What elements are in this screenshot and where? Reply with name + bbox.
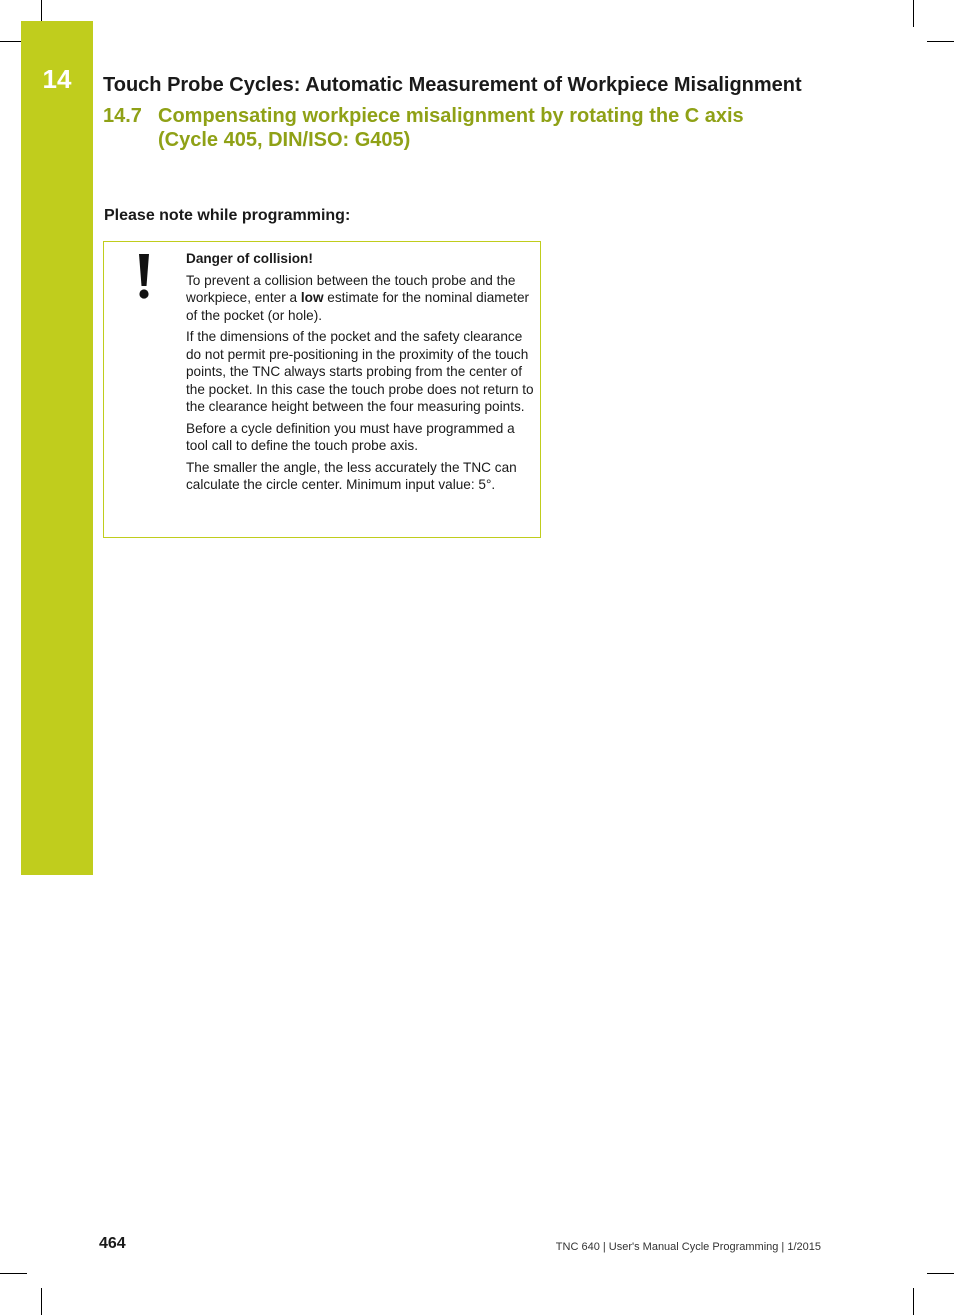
section-title: [103, 104, 858, 152]
text-run: To prevent a collision between the touch probe and the workpiece, enter a: [186, 272, 516, 305]
crop-mark: [927, 41, 954, 42]
subheading: Please note while programming:: [104, 207, 351, 224]
page-number: 464: [99, 1235, 126, 1252]
section-number: 14.7: [103, 105, 142, 127]
note-paragraph: The smaller the angle, the less accurately the TNC can calculate the circle center. Minimum input value: 5°.: [186, 459, 517, 492]
note-paragraph: If the dimensions of the pocket and the safety clearance do not permit pre-positioning in the proximity of the touch points, the TNC always starts probing from the center of the pocket. In this case the touch probe does not return to the clearance height between the four measuring points.: [186, 329, 534, 414]
chapter-number: 14: [42, 64, 72, 94]
section-title-line: (Cycle 405, DIN/ISO: G405): [158, 129, 411, 151]
section-title-line: Compensating workpiece misalignment by rotating the C axis: [158, 105, 744, 127]
crop-mark: [41, 1288, 42, 1315]
exclamation-icon: [136, 252, 152, 300]
bold-text: low: [300, 290, 324, 305]
crop-mark: [0, 1273, 27, 1274]
chapter-sidebar: [21, 21, 93, 875]
chapter-title: Touch Probe Cycles: Automatic Measurement of Workpiece Misalignment: [103, 74, 802, 96]
note-title: Danger of collision!: [186, 251, 313, 266]
crop-mark: [927, 1273, 954, 1274]
note-paragraph: [186, 272, 536, 325]
footer-text: TNC 640 | User's Manual Cycle Programming | 1/2015: [555, 1241, 821, 1253]
text-run: estimate for the nominal diameter of the pocket (or hole).: [186, 290, 530, 323]
section-title-text: [158, 104, 858, 152]
divider: [184, 242, 185, 537]
warning-note: [103, 241, 541, 538]
crop-mark: [913, 0, 914, 27]
crop-mark: [913, 1288, 914, 1315]
note-paragraph: Before a cycle definition you must have programmed a tool call to define the touch probe axis.: [186, 420, 515, 453]
note-content: [186, 250, 536, 498]
